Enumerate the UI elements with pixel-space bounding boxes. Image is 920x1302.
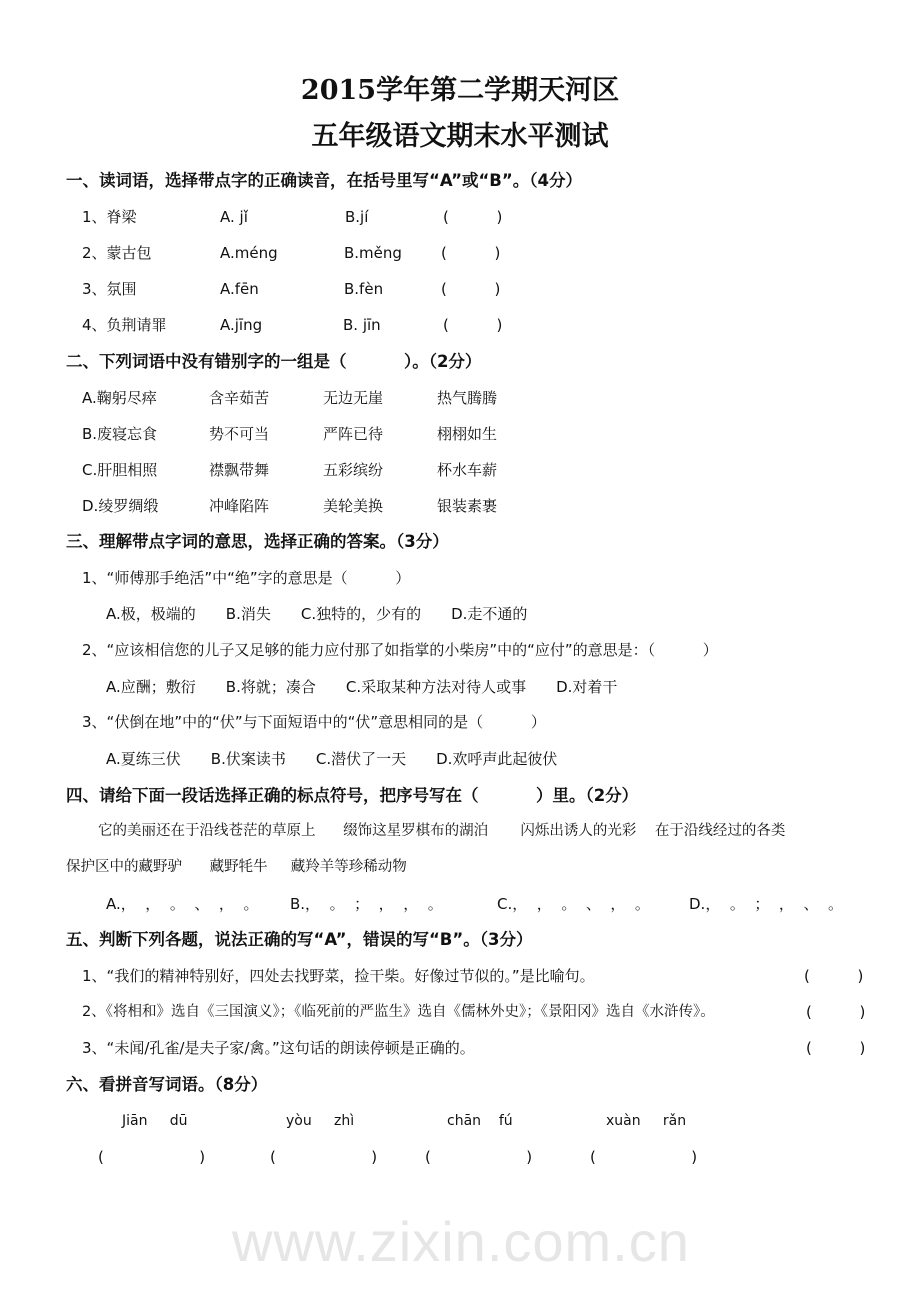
item-word: 4、负荆请罪 xyxy=(82,316,167,334)
option-a: A.jīng xyxy=(220,316,263,334)
page-title: 2015学年第二学期天河区 xyxy=(300,75,620,106)
option-text: A.， ， 。 、 ， 。 xyxy=(106,895,259,913)
option-text: C.独特的，少有的 xyxy=(300,605,422,623)
judge-item: 1、“我们的精神特别好，四处去找野菜，捡干柴。好像过节似的。”是比喻句。 xyxy=(82,967,595,985)
answer-blank[interactable]: ( ) xyxy=(806,1039,866,1057)
option-text: A.应酬；敷衍 xyxy=(106,678,196,696)
option-text: C.潜伏了一天 xyxy=(315,750,407,768)
section-6-heading: 六、看拼音写词语。（8分） xyxy=(66,1075,268,1094)
option-a: A. jǐ xyxy=(220,208,248,226)
answer-blank[interactable]: ( ) xyxy=(98,1148,206,1166)
answer-blank[interactable]: ( ) xyxy=(443,316,503,334)
question-3: 3、“伏倒在地”中的“伏”与下面短语中的“伏”意思相同的是（ ） xyxy=(82,713,546,731)
option-b: B.měng xyxy=(344,244,402,262)
section-1-heading: 一、读词语，选择带点字的正确读音，在括号里写“A”或“B”。（4分） xyxy=(66,171,582,190)
option-text: 银装素裹 xyxy=(437,497,498,515)
item-word: 2、蒙古包 xyxy=(82,244,152,262)
question-1-options xyxy=(106,604,557,624)
option-text: 美轮美换 xyxy=(323,497,384,515)
question-3-options xyxy=(106,749,587,769)
option-text: C.采取某种方法对待人或事 xyxy=(345,678,527,696)
section-5-heading: 五、判断下列各题，说法正确的写“A”，错误的写“B”。（3分） xyxy=(66,930,533,949)
option-text: 襟飘带舞 xyxy=(209,461,270,479)
question-2-options xyxy=(106,677,647,697)
section-4-heading: 四、请给下面一段话选择正确的标点符号，把序号写在（ ）里。（2分） xyxy=(66,786,639,805)
option-text: B.将就；凑合 xyxy=(225,678,316,696)
option-text: A.极，极端的 xyxy=(106,605,196,623)
pinyin: xuàn rǎn xyxy=(606,1113,687,1129)
option-text: A.夏练三伏 xyxy=(106,750,181,768)
option-text: 含辛茹苦 xyxy=(209,389,270,407)
judge-item: 2、《将相和》选自《三国演义》；《临死前的严监生》选自《儒林外史》；《景阳冈》选自《水浒传》。 xyxy=(82,1004,715,1020)
option-text: B.， 。 ； ， ， 。 xyxy=(290,895,443,913)
option-text: D.绫罗绸缎 xyxy=(82,497,159,515)
answer-blank[interactable]: ( ) xyxy=(270,1148,378,1166)
passage-line-2: 保护区中的藏野驴 藏野牦牛 藏羚羊等珍稀动物 xyxy=(66,859,407,875)
page-subtitle: 五年级语文期末水平测试 xyxy=(311,121,609,152)
answer-blank[interactable]: ( ) xyxy=(804,967,864,985)
pinyin: yòu zhì xyxy=(286,1113,355,1129)
option-text: 势不可当 xyxy=(209,425,270,443)
question-1: 1、“师傅那手绝活”中“绝”字的意思是（ ） xyxy=(82,569,411,587)
answer-blank[interactable]: ( ) xyxy=(590,1148,698,1166)
option-text: A.鞠躬尽瘁 xyxy=(82,389,157,407)
judge-item: 3、“未闻/孔雀/是夫子家/禽。”这句话的朗读停顿是正确的。 xyxy=(82,1039,475,1057)
option-text: 栩栩如生 xyxy=(437,425,498,443)
option-text: C.肝胆相照 xyxy=(82,461,158,479)
option-b: B.jí xyxy=(345,208,369,226)
answer-blank[interactable]: ( ) xyxy=(441,244,501,262)
passage-line-1: 它的美丽还在于沿线苍茫的草原上 缀饰这星罗棋布的湖泊 闪烁出诱人的光彩 在于沿线经过的各类 xyxy=(98,823,786,839)
option-text: 五彩缤纷 xyxy=(323,461,384,479)
option-text: 冲峰陷阵 xyxy=(209,497,270,515)
pinyin: Jiān dū xyxy=(122,1113,188,1129)
option-text: D.对着干 xyxy=(556,678,618,696)
question-2: 2、“应该相信您的儿子又足够的能力应付那了如指掌的小柴房”中的“应付”的意思是：（ ） xyxy=(82,641,718,659)
item-word: 1、脊梁 xyxy=(82,208,137,226)
option-text: B.伏案读书 xyxy=(210,750,286,768)
option-text: D.欢呼声此起彼伏 xyxy=(436,750,558,768)
section-2-heading: 二、下列词语中没有错别字的一组是（ ）。（2分） xyxy=(66,352,482,371)
option-text: D.走不通的 xyxy=(451,605,528,623)
answer-blank[interactable]: ( ) xyxy=(806,1003,866,1021)
pinyin: chān fú xyxy=(447,1113,513,1129)
answer-blank[interactable]: ( ) xyxy=(425,1148,533,1166)
answer-blank[interactable]: ( ) xyxy=(441,280,501,298)
item-word: 3、氛围 xyxy=(82,280,137,298)
option-text: B.消失 xyxy=(225,605,271,623)
option-text: B.废寝忘食 xyxy=(82,425,158,443)
watermark: www.zixin.com.cn xyxy=(232,1210,690,1273)
option-text: C.， ， 。 、 ， 。 xyxy=(497,895,650,913)
option-text: 无边无崖 xyxy=(323,389,384,407)
option-a: A.fēn xyxy=(220,280,259,298)
option-b: B.fèn xyxy=(344,280,384,298)
option-a: A.méng xyxy=(220,244,278,262)
section-3-heading: 三、理解带点字词的意思，选择正确的答案。（3分） xyxy=(66,532,449,551)
option-b: B. jīn xyxy=(343,316,381,334)
option-text: 严阵已待 xyxy=(323,425,384,443)
answer-blank[interactable]: ( ) xyxy=(443,208,503,226)
option-text: D.， 。 ； ， 、 。 xyxy=(689,895,843,913)
option-text: 热气腾腾 xyxy=(437,389,498,407)
option-text: 杯水车薪 xyxy=(437,461,498,479)
